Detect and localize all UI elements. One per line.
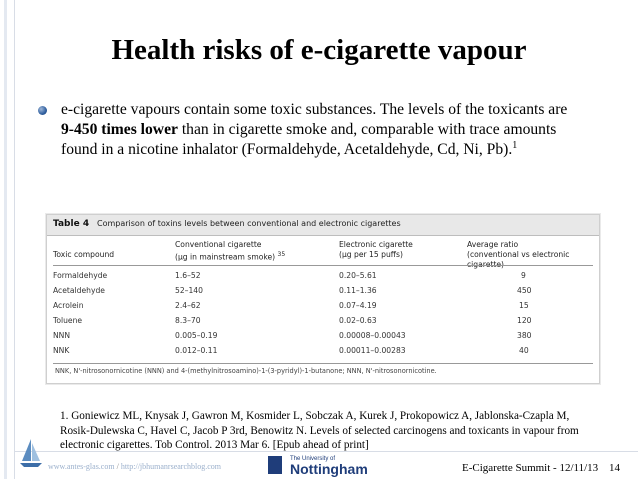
toxins-table-image [46,214,600,384]
footer-event-date: E-Cigarette Summit - 12/11/13 [462,462,599,474]
footer-link-antes-glas[interactable]: www.antes-glas.com [48,462,115,471]
cell-ratio: 40 [519,346,529,355]
bullet-text-part2: than in cigarette smoke and, comparable with trace amounts found in a nicotine inhalator (Formaldehyde, Acetaldehyde, Cd, Ni, Pb). [61,121,557,158]
left-decor-bar [0,0,15,479]
table-header-rule [53,265,593,266]
table-header-bar [47,215,599,236]
table-caption: Comparison of toxins levels between conventional and electronic cigarettes [97,219,401,228]
university-logo-name: Nottingham [290,461,368,477]
col-head-electronic [339,240,413,260]
cell-ratio: 450 [517,286,532,295]
cell-ratio: 380 [517,331,532,340]
university-logo [268,455,428,477]
table-note: NNK, N'-nitrosonornicotine (NNN) and 4-(methylnitrosoamino)-1-(3-pyridyl)-1-butanone; NNN, N'-nitrosonornicotine. [55,367,437,375]
cell-ratio: 15 [519,301,529,310]
col-head-compound [53,250,114,260]
col-head-ratio-line2: (conventional vs electronic [467,250,570,259]
footer-link-blog[interactable]: http://jbhumanrsearchblog.com [120,462,222,471]
cell-conventional: 2.4–62 [175,301,201,310]
footer-links [48,462,221,471]
cell-conventional: 0.005–0.19 [175,331,218,340]
col-head-electronic-line2: (µg per 15 puffs) [339,250,403,259]
bullet-footnote-marker: 1 [512,139,518,151]
cell-ratio: 120 [517,316,532,325]
university-logo-small-text: The University of [290,456,336,462]
col-head-compound-text: Toxic compound [53,250,115,259]
col-head-conventional-line1: Conventional cigarette [175,240,262,249]
cell-electronic: 0.02–0.63 [339,316,377,325]
bullet-text-bold: 9-450 times lower [61,121,178,138]
bullet-text-part1: e-cigarette vapours contain some toxic substances. The levels of the toxicants are [61,101,568,118]
cell-conventional: 0.012–0.11 [175,346,218,355]
cell-compound: NNK [53,346,70,355]
cell-ratio: 9 [521,271,526,280]
col-head-ratio-line1: Average ratio [467,240,519,249]
cell-compound: Toluene [53,316,83,325]
col-head-electronic-line1: Electronic cigarette [339,240,413,249]
col-head-conventional [175,240,285,263]
cell-electronic: 0.07–4.19 [339,301,377,310]
cell-compound: NNN [53,331,71,340]
table-bottom-rule [53,363,593,364]
cell-compound: Acrolein [53,301,84,310]
table-label: Table 4 [53,219,90,229]
cell-conventional: 8.3–70 [175,316,201,325]
cell-compound: Acetaldehyde [53,286,105,295]
cell-electronic: 0.20–5.61 [339,271,377,280]
cell-electronic: 0.00008–0.00043 [339,331,406,340]
cell-conventional: 1.6–52 [175,271,201,280]
bullet-dot-icon [38,106,47,115]
slide-title: Health risks of e-cigarette vapour [111,34,527,66]
cell-compound: Formaldehyde [53,271,108,280]
bullet-text [61,100,581,160]
reference-citation: 1. Goniewicz ML, Knysak J, Gawron M, Kosmider L, Sobczak A, Kurek J, Prokopowicz A, Jablonska-Czapla M, Rosik-Dulewska C, Havel C, Jacob P 3rd, Benowitz N. Levels of selected carcinogens and toxicants in vapour from electronic cigarettes. Tob Control. 2013 Mar 6. [Epub ahead of print] [60,410,579,451]
sailboat-logo-icon [18,437,44,469]
slide-page-number: 14 [609,462,620,474]
cell-electronic: 0.11–1.36 [339,286,377,295]
cell-electronic: 0.00011–0.00283 [339,346,406,355]
left-decor-stripe [4,0,7,479]
university-crest-icon [268,456,282,474]
col-head-conventional-line2: (µg in mainstream smoke) [175,252,276,262]
col-head-conventional-sup: 35 [277,251,286,258]
footer-divider [14,451,638,452]
footer-link-separator: / [114,462,121,471]
cell-conventional: 52–140 [175,286,203,295]
